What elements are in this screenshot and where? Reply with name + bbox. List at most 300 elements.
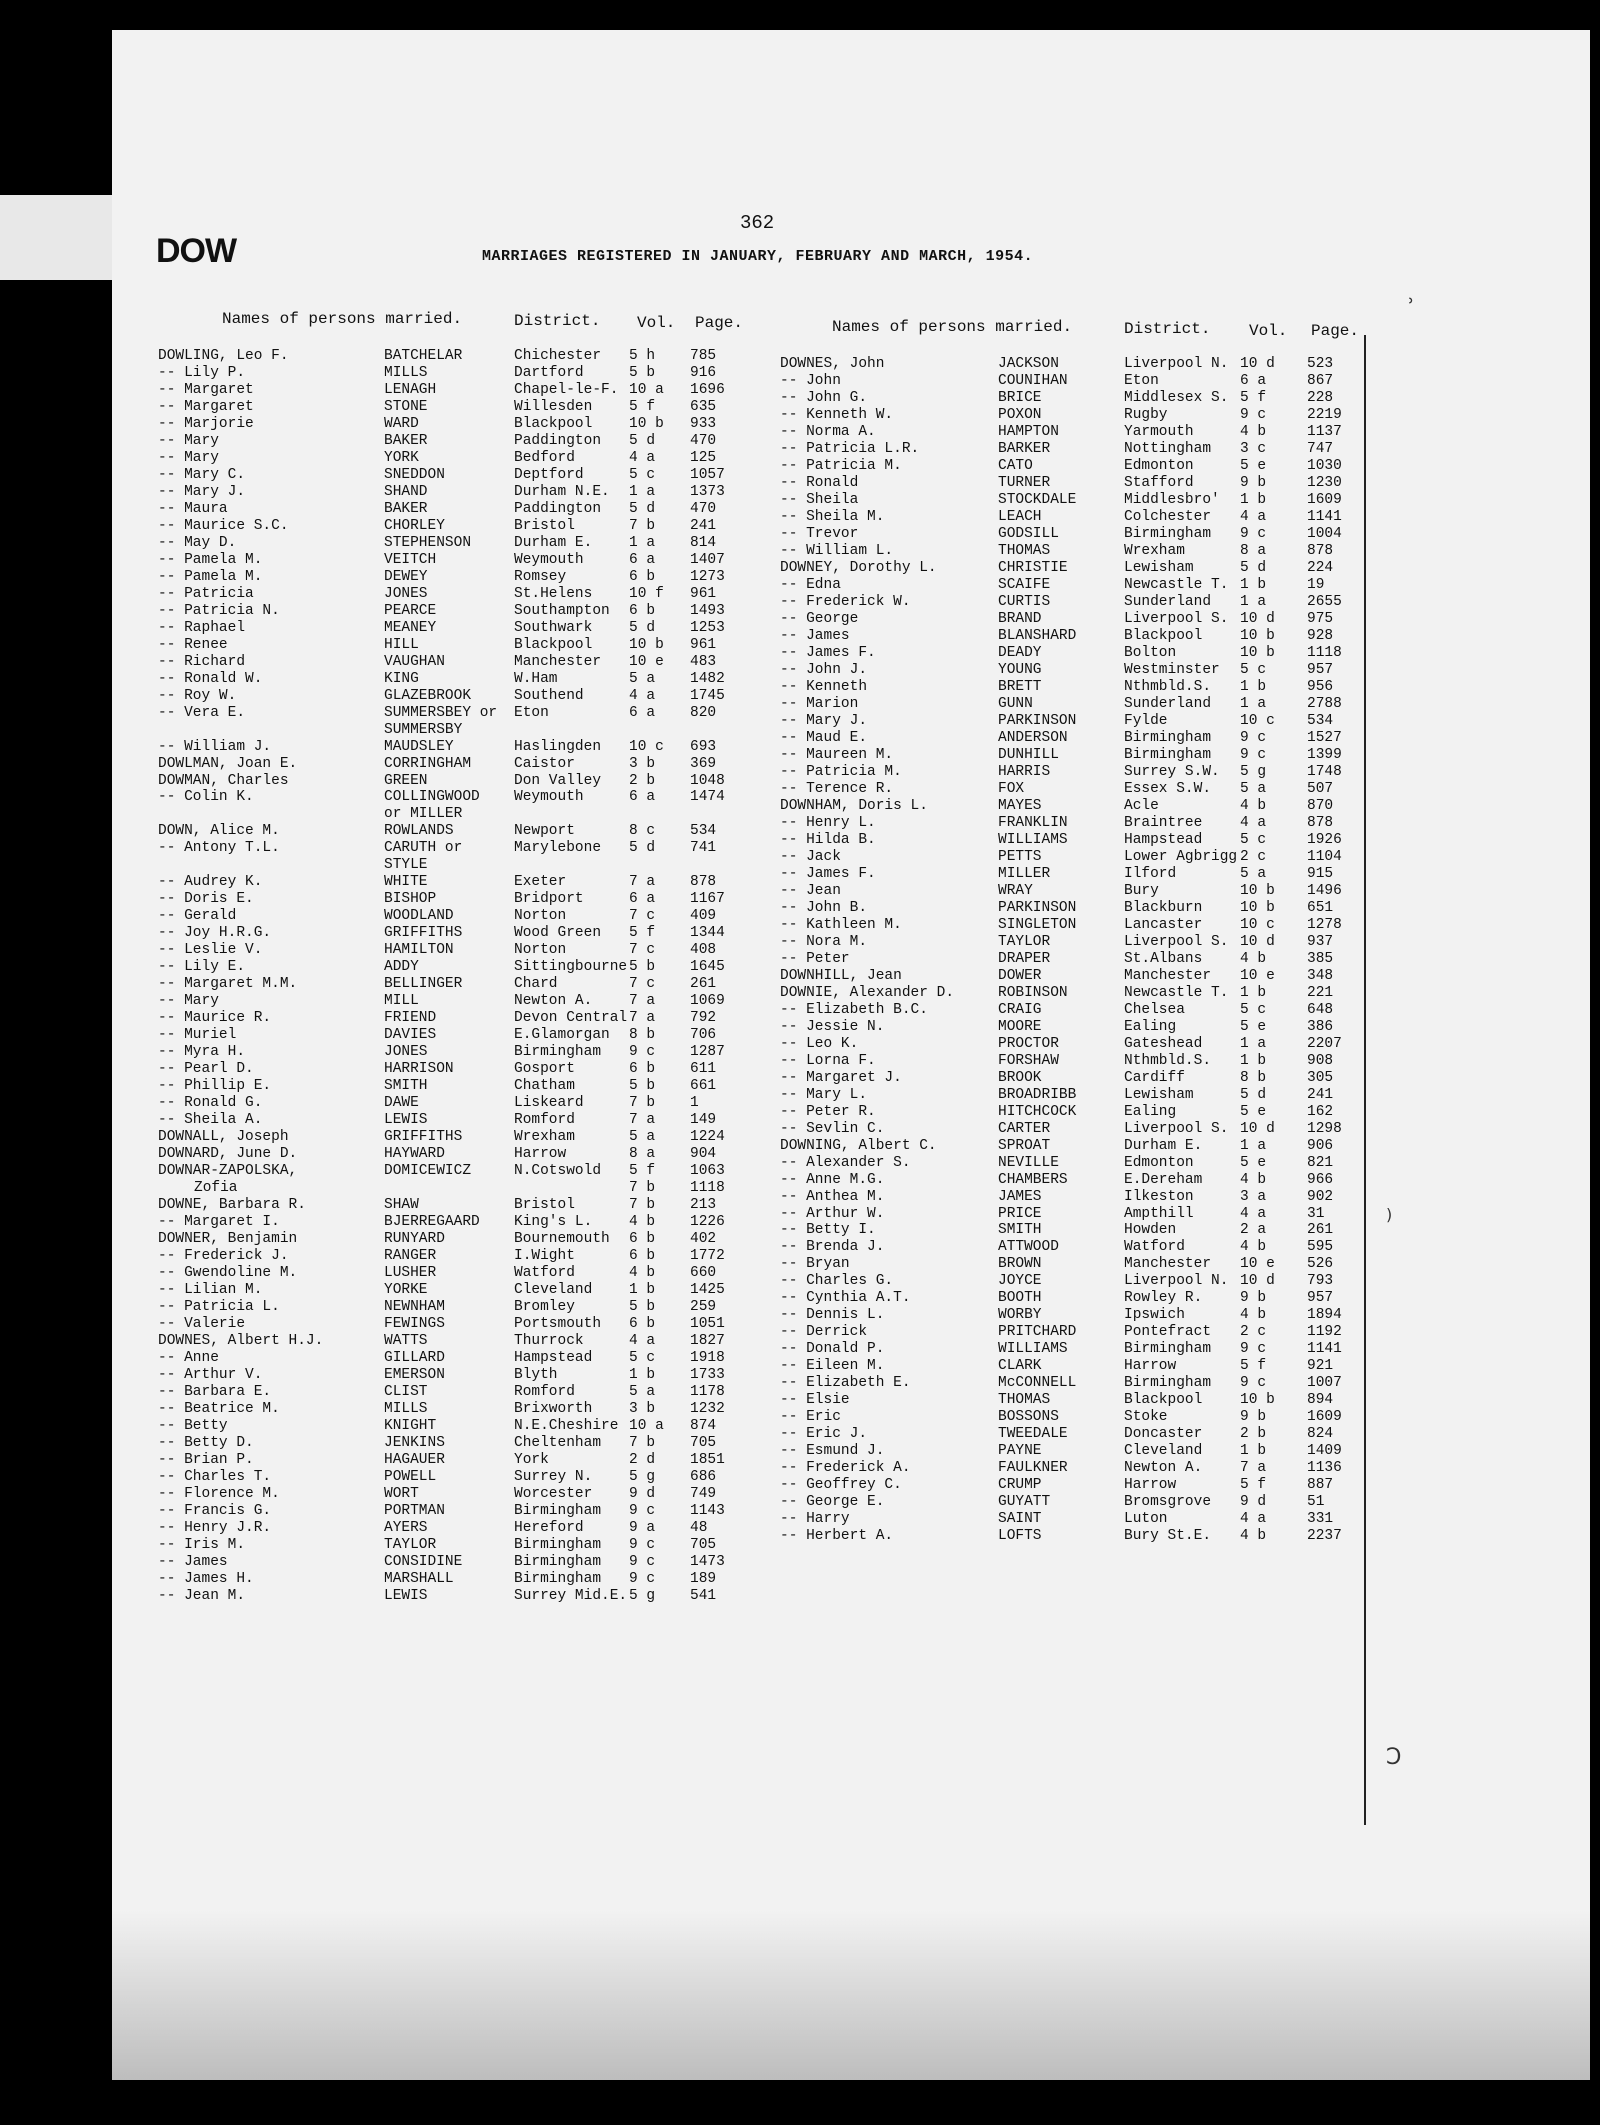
- entry-name: -- Henry J.R.: [158, 1519, 272, 1536]
- entry-district: Don Valley: [514, 772, 602, 789]
- entry-page: 1278: [1307, 916, 1342, 933]
- entry-spouse: WORT: [384, 1485, 419, 1502]
- entry-vol: 4 a: [1240, 814, 1267, 831]
- register-entry: [0, 1120, 1600, 1138]
- entry-name: -- Lily E.: [158, 959, 246, 976]
- entry-page: 348: [1307, 967, 1334, 984]
- entry-name: -- Gwendoline M.: [158, 1264, 298, 1281]
- entry-page: 1253: [690, 619, 725, 636]
- entry-spouse: GRIFFITHS: [384, 925, 463, 942]
- entry-district: Portsmouth: [514, 1315, 602, 1332]
- entry-spouse: MAYES: [998, 797, 1042, 814]
- entry-page: 686: [690, 1468, 717, 1485]
- entry-name: DOWNIE, Alexander D.: [780, 984, 955, 1001]
- entry-spouse: BELLINGER: [384, 976, 463, 993]
- entry-spouse: BRETT: [998, 678, 1042, 695]
- entry-name: DOWNING, Albert C.: [780, 1137, 937, 1154]
- entry-page: 706: [690, 1027, 717, 1044]
- page-title: MARRIAGES REGISTERED IN JANUARY, FEBRUARY AND MARCH, 1954.: [482, 248, 1034, 265]
- entry-name: -- John B.: [780, 899, 868, 916]
- entry-district: Blackpool: [1124, 627, 1203, 644]
- entry-spouse: THOMAS: [998, 1392, 1051, 1409]
- entry-name: -- Mary: [158, 993, 219, 1010]
- register-entry: [0, 644, 1600, 662]
- entry-vol: 5 d: [629, 432, 656, 449]
- entry-vol: 9 c: [1240, 525, 1267, 542]
- entry-vol: 9 c: [1240, 746, 1267, 763]
- left-names-header: Names of persons married.: [222, 310, 463, 328]
- entry-spouse: LEACH: [998, 508, 1042, 525]
- entry-vol: 7 a: [629, 993, 656, 1010]
- entry-district: Doncaster: [1124, 1426, 1203, 1443]
- entry-district: Wood Green: [514, 925, 602, 942]
- entry-name: DOWNES, Albert H.J.: [158, 1332, 324, 1349]
- entry-name: -- Renee: [158, 636, 228, 653]
- entry-page: 386: [1307, 1018, 1334, 1035]
- entry-spouse: HARRISON: [384, 1061, 454, 1078]
- entry-page: 1609: [1307, 1409, 1342, 1426]
- entry-name: -- Mary J.: [780, 712, 868, 729]
- entry-vol: 4 b: [1240, 797, 1267, 814]
- entry-spouse: HARRIS: [998, 763, 1051, 780]
- entry-name: -- Maureen M.: [780, 746, 894, 763]
- entry-page: 51: [1307, 1494, 1325, 1511]
- entry-district: Birmingham: [514, 1536, 602, 1553]
- right-names-header: Names of persons married.: [832, 318, 1073, 336]
- entry-vol: 5 d: [1240, 559, 1267, 576]
- entry-spouse: FORSHAW: [998, 1052, 1059, 1069]
- entry-page: 162: [1307, 1103, 1334, 1120]
- entry-spouse: YORKE: [384, 1281, 428, 1298]
- entry-page: 1141: [1307, 508, 1342, 525]
- entry-page: 957: [1307, 661, 1334, 678]
- register-entry: [0, 695, 1600, 713]
- entry-name: -- Betty I.: [780, 1222, 876, 1239]
- entry-name: DOWNARD, June D.: [158, 1146, 298, 1163]
- entry-name: -- Anthea M.: [780, 1188, 885, 1205]
- entry-spouse: MOORE: [998, 1018, 1042, 1035]
- entry-district: Acle: [1124, 797, 1159, 814]
- entry-district: Liverpool N.: [1124, 1273, 1229, 1290]
- entry-vol: 6 a: [1240, 372, 1267, 389]
- entry-district: Surrey N.: [514, 1468, 593, 1485]
- entry-vol: 9 c: [1240, 729, 1267, 746]
- entry-page: 2237: [1307, 1528, 1342, 1545]
- entry-district: Weymouth: [514, 551, 584, 568]
- entry-district: St.Helens: [514, 585, 593, 602]
- entry-district: Durham E.: [514, 534, 593, 551]
- entry-vol: 4 b: [1240, 1171, 1267, 1188]
- entry-district: Harrow: [1124, 1358, 1177, 1375]
- entry-vol: 5 f: [629, 1163, 656, 1180]
- entry-name: -- Doris E.: [158, 891, 254, 908]
- entry-vol: 1 b: [629, 1281, 656, 1298]
- entry-name: -- Roy W.: [158, 687, 237, 704]
- entry-vol: 10 c: [629, 738, 664, 755]
- register-entry: [0, 1069, 1600, 1087]
- entry-district: Blackburn: [1124, 899, 1203, 916]
- entry-spouse: DRAPER: [998, 950, 1051, 967]
- entry-page: 483: [690, 653, 717, 670]
- entry-vol: 5 e: [1240, 1103, 1267, 1120]
- entry-name: -- Beatrice M.: [158, 1400, 280, 1417]
- entry-name: -- Terence R.: [780, 780, 894, 797]
- entry-vol: 1 a: [629, 483, 656, 500]
- entry-name: -- Charles G.: [780, 1273, 894, 1290]
- entry-district: Cleveland: [514, 1281, 593, 1298]
- entry-vol: 5 g: [1240, 763, 1267, 780]
- entry-spouse: HAMPTON: [998, 423, 1059, 440]
- entry-name: -- Mary C.: [158, 466, 246, 483]
- register-entry: [0, 780, 1600, 798]
- entry-spouse: SMITH: [998, 1222, 1042, 1239]
- register-entry: [0, 848, 1600, 866]
- entry-district: Liverpool S.: [1124, 1120, 1229, 1137]
- entry-vol: 10 b: [629, 415, 664, 432]
- register-entry: [0, 1154, 1600, 1172]
- entry-spouse: DAVIES: [384, 1027, 437, 1044]
- entry-vol: 2 b: [629, 772, 656, 789]
- entry-vol: 5 d: [629, 500, 656, 517]
- entry-district: Hampstead: [1124, 831, 1203, 848]
- entry-vol: 6 b: [629, 1315, 656, 1332]
- entry-district: Braintree: [1124, 814, 1203, 831]
- entry-spouse: STYLE: [384, 857, 428, 874]
- entry-vol: 5 d: [629, 619, 656, 636]
- entry-spouse: NEWNHAM: [384, 1298, 445, 1315]
- register-entry: [0, 1408, 1600, 1426]
- entry-name: -- Leslie V.: [158, 942, 263, 959]
- entry-spouse: PROCTOR: [998, 1035, 1059, 1052]
- entry-vol: 9 c: [629, 1502, 656, 1519]
- register-entry: [0, 423, 1600, 441]
- entry-spouse: CARTER: [998, 1120, 1051, 1137]
- entry-district: Hereford: [514, 1519, 584, 1536]
- entry-vol: 5 b: [629, 364, 656, 381]
- entry-page: 1496: [1307, 882, 1342, 899]
- entry-spouse: DOMICEWICZ: [384, 1163, 472, 1180]
- entry-spouse: CORRINGHAM: [384, 755, 472, 772]
- entry-page: 741: [690, 840, 717, 857]
- entry-page: 957: [1307, 1290, 1334, 1307]
- entry-vol: 4 a: [629, 1332, 656, 1349]
- entry-name: -- Margaret: [158, 398, 254, 415]
- entry-district: Fylde: [1124, 712, 1168, 729]
- entry-page: 966: [1307, 1171, 1334, 1188]
- register-entry: [0, 542, 1600, 560]
- entry-vol: 7 b: [629, 1197, 656, 1213]
- entry-page: 1141: [1307, 1341, 1342, 1358]
- entry-district: Bristol: [514, 1197, 575, 1213]
- entry-district: Lower Agbrigg: [1124, 848, 1238, 865]
- entry-spouse: BISHOP: [384, 891, 437, 908]
- entry-spouse: BATCHELAR: [384, 348, 463, 364]
- entry-district: Rowley R.: [1124, 1290, 1203, 1307]
- entry-district: Bridport: [514, 891, 584, 908]
- entry-district: Manchester: [1124, 1256, 1212, 1273]
- entry-page: 1733: [690, 1366, 725, 1383]
- entry-spouse: WILLIAMS: [998, 831, 1068, 848]
- entry-spouse: BOOTH: [998, 1290, 1042, 1307]
- entry-vol: 6 b: [629, 602, 656, 619]
- entry-vol: 3 b: [629, 755, 656, 772]
- register-entry: [0, 508, 1600, 526]
- entry-name: -- Arthur W.: [780, 1205, 885, 1222]
- register-entry: [0, 1272, 1600, 1290]
- entry-page: 369: [690, 755, 717, 772]
- entry-name: -- William J.: [158, 738, 272, 755]
- entry-name: -- Eric J.: [780, 1426, 868, 1443]
- register-entry: [0, 355, 1600, 373]
- entry-name: -- Patricia: [158, 585, 254, 602]
- register-entry: [0, 627, 1600, 645]
- entry-spouse: GUNN: [998, 695, 1033, 712]
- register-entry: [0, 440, 1600, 458]
- entry-spouse: FRIEND: [384, 1010, 437, 1027]
- register-entry: [0, 474, 1600, 492]
- entry-vol: 5 a: [1240, 865, 1267, 882]
- register-entry: [0, 593, 1600, 611]
- entry-spouse: MEANEY: [384, 619, 437, 636]
- register-entry: [0, 1570, 1600, 1588]
- entry-spouse: MILLS: [384, 1400, 428, 1417]
- entry-page: 1407: [690, 551, 725, 568]
- adjacent-page-edge: [0, 195, 112, 280]
- entry-spouse: EMERSON: [384, 1366, 445, 1383]
- entry-district: I.Wight: [514, 1247, 575, 1264]
- entry-vol: 7 c: [629, 908, 656, 925]
- entry-page: 824: [1307, 1426, 1334, 1443]
- entry-spouse: BARKER: [998, 440, 1051, 457]
- entry-spouse: VEITCH: [384, 551, 437, 568]
- entry-name: -- Lilian M.: [158, 1281, 263, 1298]
- entry-spouse: BAKER: [384, 432, 428, 449]
- entry-district: Southend: [514, 687, 584, 704]
- entry-spouse: KING: [384, 670, 419, 687]
- entry-page: 1409: [1307, 1443, 1342, 1460]
- left-page-header: Page.: [695, 314, 744, 332]
- entry-name: -- John G.: [780, 389, 868, 406]
- entry-name: Zofia: [194, 1180, 238, 1197]
- entry-name: -- Ronald: [780, 474, 859, 491]
- entry-name: -- Colin K.: [158, 789, 254, 806]
- entry-vol: 8 b: [629, 1027, 656, 1044]
- entry-vol: 6 a: [629, 891, 656, 908]
- entry-vol: 1 b: [629, 1366, 656, 1383]
- entry-spouse: DEADY: [998, 644, 1042, 661]
- entry-name: -- John J.: [780, 661, 868, 678]
- entry-page: 908: [1307, 1052, 1334, 1069]
- entry-spouse: CATO: [998, 457, 1033, 474]
- entry-name: -- James F.: [780, 644, 876, 661]
- entry-page: 2207: [1307, 1035, 1342, 1052]
- entry-district: Chard: [514, 976, 558, 993]
- entry-page: 635: [690, 398, 717, 415]
- entry-spouse: PRICE: [998, 1205, 1042, 1222]
- entry-district: Lewisham: [1124, 1086, 1194, 1103]
- entry-page: 887: [1307, 1477, 1334, 1494]
- entry-spouse: FEWINGS: [384, 1315, 445, 1332]
- entry-page: 470: [690, 432, 717, 449]
- entry-page: 611: [690, 1061, 717, 1078]
- entry-page: 961: [690, 585, 717, 602]
- entry-name: DOWNAR-ZAPOLSKA,: [158, 1163, 298, 1180]
- entry-name: -- Richard: [158, 653, 246, 670]
- entry-district: Newcastle T.: [1124, 576, 1229, 593]
- entry-page: 1136: [1307, 1460, 1342, 1477]
- entry-vol: 4 b: [1240, 423, 1267, 440]
- punch-mark: Ↄ: [1386, 1745, 1402, 1770]
- entry-district: Gateshead: [1124, 1035, 1203, 1052]
- entry-name: -- Elizabeth B.C.: [780, 1001, 928, 1018]
- entry-spouse: LEWIS: [384, 1112, 428, 1129]
- entry-name: -- Jessie N.: [780, 1018, 885, 1035]
- entry-vol: 5 a: [1240, 780, 1267, 797]
- entry-district: Howden: [1124, 1222, 1177, 1239]
- entry-vol: 10 d: [1240, 610, 1275, 627]
- entry-page: 747: [1307, 440, 1334, 457]
- entry-name: -- Mary: [158, 432, 219, 449]
- entry-page: 870: [1307, 797, 1334, 814]
- register-entry: [0, 1103, 1600, 1121]
- entry-spouse: GRIFFITHS: [384, 1129, 463, 1146]
- entry-name: -- Patricia N.: [158, 602, 280, 619]
- entry-vol: 5 d: [629, 840, 656, 857]
- entry-vol: 2 b: [1240, 1426, 1267, 1443]
- entry-district: Blackpool: [1124, 1392, 1203, 1409]
- entry-spouse: HAYWARD: [384, 1146, 445, 1163]
- entry-spouse: HILL: [384, 636, 419, 653]
- entry-spouse: MAUDSLEY: [384, 738, 454, 755]
- entry-name: -- Margaret M.M.: [158, 976, 298, 993]
- entry-page: 1224: [690, 1129, 725, 1146]
- entry-name: DOWNHAM, Doris L.: [780, 797, 928, 814]
- entry-district: Bromley: [514, 1298, 575, 1315]
- entry-page: 1894: [1307, 1307, 1342, 1324]
- entry-name: -- Joy H.R.G.: [158, 925, 272, 942]
- entry-spouse: SUMMERSBY: [384, 721, 463, 738]
- entry-spouse: FOX: [998, 780, 1025, 797]
- entry-spouse: BLANSHARD: [998, 627, 1077, 644]
- entry-district: Liverpool S.: [1124, 610, 1229, 627]
- entry-page: 213: [690, 1197, 717, 1213]
- entry-page: 820: [690, 704, 717, 721]
- left-district-header: District.: [514, 312, 601, 330]
- entry-name: -- William L.: [780, 542, 894, 559]
- entry-name: -- Kenneth W.: [780, 406, 894, 423]
- entry-spouse: JACKSON: [998, 356, 1059, 372]
- entry-spouse: GODSILL: [998, 525, 1059, 542]
- entry-spouse: BRAND: [998, 610, 1042, 627]
- entry-page: 1287: [690, 1044, 725, 1061]
- entry-page: 331: [1307, 1511, 1334, 1528]
- entry-name: -- Maura: [158, 500, 228, 517]
- entry-name: -- Frederick A.: [780, 1460, 911, 1477]
- entry-district: Birmingham: [1124, 729, 1212, 746]
- register-entry: [0, 678, 1600, 696]
- entry-spouse: ATTWOOD: [998, 1239, 1059, 1256]
- entry-spouse: JONES: [384, 1044, 428, 1061]
- entry-name: -- Audrey K.: [158, 874, 263, 891]
- entry-spouse: GLAZEBROOK: [384, 687, 472, 704]
- entry-district: Edmonton: [1124, 457, 1194, 474]
- entry-vol: 5 a: [629, 670, 656, 687]
- entry-name: -- Charles T.: [158, 1468, 272, 1485]
- entry-name: -- Mary: [158, 449, 219, 466]
- entry-spouse: PRITCHARD: [998, 1324, 1077, 1341]
- entry-page: 660: [690, 1264, 717, 1281]
- entry-spouse: MILL: [384, 993, 419, 1010]
- entry-vol: 10 d: [1240, 356, 1275, 372]
- entry-vol: 9 b: [1240, 1290, 1267, 1307]
- register-entry: [0, 712, 1600, 730]
- entry-spouse: PARKINSON: [998, 712, 1077, 729]
- entry-page: 1493: [690, 602, 725, 619]
- entry-page: 1851: [690, 1451, 725, 1468]
- entry-vol: 4 b: [629, 1264, 656, 1281]
- entry-vol: 5 a: [629, 1383, 656, 1400]
- entry-page: 1143: [690, 1502, 725, 1519]
- entry-vol: 5 e: [1240, 1018, 1267, 1035]
- entry-district: W.Ham: [514, 670, 558, 687]
- register-entry: [0, 1306, 1600, 1324]
- entry-vol: 5 f: [629, 925, 656, 942]
- register-entry: [0, 1188, 1600, 1206]
- entry-page: 906: [1307, 1137, 1334, 1154]
- entry-district: Paddington: [514, 500, 602, 517]
- register-entry: [0, 1221, 1600, 1239]
- entry-page: 1069: [690, 993, 725, 1010]
- entry-spouse: JOYCE: [998, 1273, 1042, 1290]
- entry-vol: 6 b: [629, 1230, 656, 1247]
- entry-spouse: GREEN: [384, 772, 428, 789]
- entry-spouse: WORBY: [998, 1307, 1042, 1324]
- entry-district: Worcester: [514, 1485, 593, 1502]
- page-number: 362: [740, 212, 775, 234]
- entry-name: DOWLING, Leo F.: [158, 348, 289, 364]
- entry-vol: 1 a: [1240, 1035, 1267, 1052]
- entry-vol: 7 a: [1240, 1460, 1267, 1477]
- entry-district: Harrow: [1124, 1477, 1177, 1494]
- entry-spouse: DUNHILL: [998, 746, 1059, 763]
- entry-name: -- Betty: [158, 1417, 228, 1434]
- entry-vol: 2 a: [1240, 1222, 1267, 1239]
- register-entry: [0, 1442, 1600, 1460]
- entry-spouse: FAULKNER: [998, 1460, 1068, 1477]
- entry-district: Willesden: [514, 398, 593, 415]
- entry-spouse: BROADRIBB: [998, 1086, 1077, 1103]
- surname-heading: DOW: [156, 232, 237, 270]
- entry-page: 507: [1307, 780, 1334, 797]
- entry-district: Dartford: [514, 364, 584, 381]
- entry-district: Bury St.E.: [1124, 1528, 1212, 1545]
- entry-district: Eton: [1124, 372, 1159, 389]
- entry-vol: 7 a: [629, 1010, 656, 1027]
- entry-name: -- Jean M.: [158, 1587, 246, 1604]
- entry-name: -- Kathleen M.: [780, 916, 902, 933]
- entry-spouse: PARKINSON: [998, 899, 1077, 916]
- entry-name: -- James: [780, 627, 850, 644]
- entry-district: Liskeard: [514, 1095, 584, 1112]
- entry-spouse: CURTIS: [998, 593, 1051, 610]
- register-entry: [0, 729, 1600, 747]
- entry-spouse: PORTMAN: [384, 1502, 445, 1519]
- entry-vol: 9 c: [629, 1570, 656, 1587]
- entry-vol: 5 d: [1240, 1086, 1267, 1103]
- entry-page: 1473: [690, 1553, 725, 1570]
- entry-vol: 1 a: [1240, 695, 1267, 712]
- entry-vol: 7 a: [629, 874, 656, 891]
